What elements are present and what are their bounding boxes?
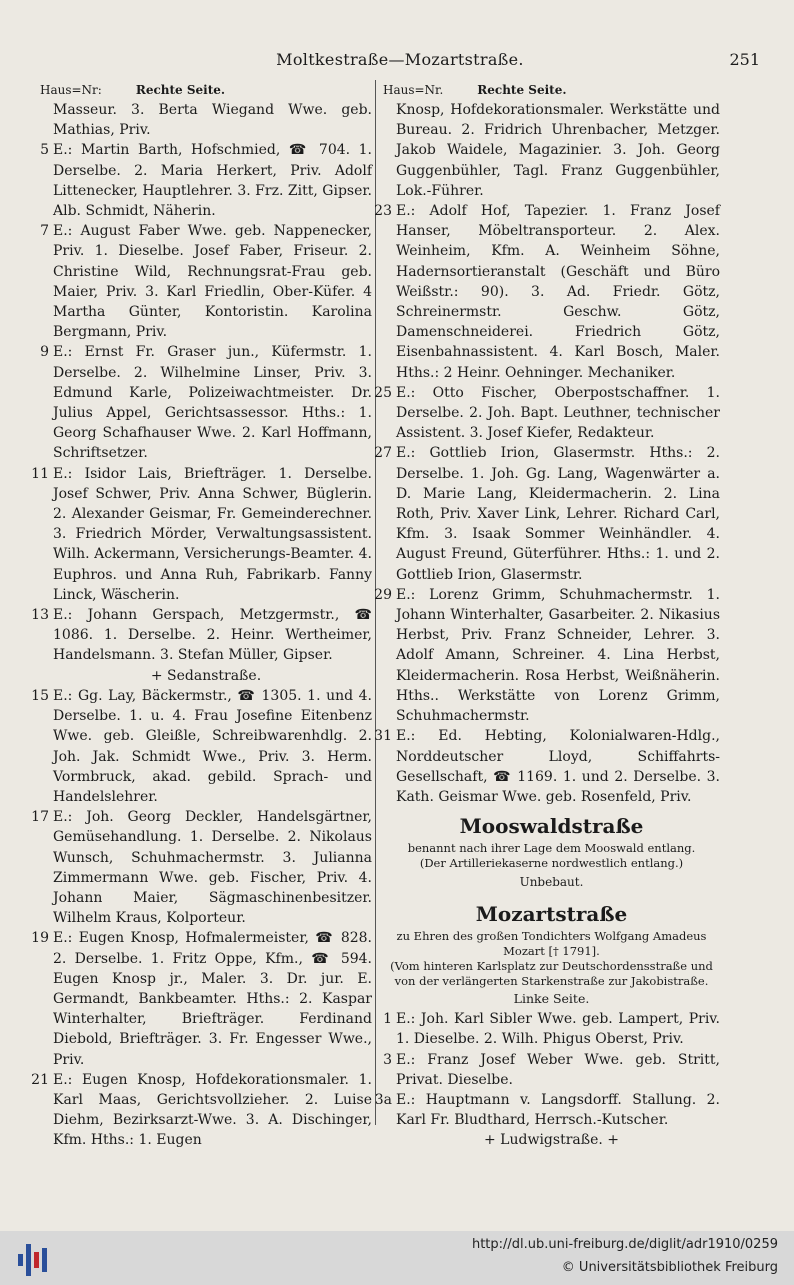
house-entry (31, 686, 372, 807)
right-column-header (383, 80, 720, 100)
house-number: 11 (31, 465, 49, 482)
entry-text: E.: Adolf Hof, Tapezier. 1. Franz Josef Hanser, Möbeltransporteur. 2. Alex. Weinheim, Kfm. A. Weinheim Söhne, Hadernsortieranstalt (Geschäft und Büro Weißstr.: 90). 3. Ad. Friedr. Götz, Schreinermstr. Geschw. Götz, Damenschneiderei. Friedrich Götz, Eisenbahnassistent. 4. Karl Bosch, Maler. Hths.: 2 Heinr. Oehninger. Mechaniker. (396, 203, 720, 381)
entry-text: Knosp, Hofdekorationsmaler. Werkstätte und Bureau. 2. Fridrich Uhrenbacher, Metzger. Jakob Waidele, Magazinier. 3. Joh. Georg Guggenbühler, Tagl. Franz Guggenbühler, Lok.-Führer. (396, 102, 720, 199)
entry-text: E.: Isidor Lais, Briefträger. 1. Derselbe. Josef Schwer, Priv. Anna Schwer, Büglerin. 2. Alexander Geismar, Fr. Gemeinderechner. 3. Friedrich Mörder, Verwaltungsassistent. Wilh. Ackermann, Versicherungs-Beamter. 4. Euphros. und Anna Ruh, Fabrikarb. Fanny Linck, Wäscherin. (53, 465, 372, 603)
house-number: 3 (383, 1051, 392, 1068)
house-number: 1 (383, 1011, 392, 1028)
street-subtitle: benannt nach ihrer Lage dem Mooswald entlang. (407, 841, 696, 856)
entry-text: E.: Lorenz Grimm, Schuhmachermstr. 1. Johann Winterhalter, Gasarbeiter. 2. Nikasius Herbst, Priv. Franz Schneider, Lehrer. 3. Adolf Amann, Schreiner. 4. Lina Herbst, Kleidermacherin. Rosa Herbst, Weißnäherin. Hths.. Werkstätte von Lorenz Grimm, Schuhmachermstr. (396, 586, 720, 725)
entry-text: E.: Eugen Knosp, Hofdekorationsmaler. 1. Karl Maas, Gerichtsvollzieher. 2. Luise Diehm, Bezirksarzt-Wwe. 3. A. Dischinger, Kfm. Hths.: 1. Eugen (53, 1071, 372, 1149)
house-entry (31, 807, 372, 928)
entry-text: E.: Hauptmann v. Langsdorff. Stallung. 2. Karl Fr. Bludthard, Herrsch.-Kutscher. (396, 1091, 720, 1129)
house-number: 21 (31, 1071, 49, 1088)
entry-continuation (383, 100, 720, 201)
house-number: 15 (31, 687, 49, 704)
street-title-mooswald: Mooswaldstraße (459, 814, 644, 839)
entry-text: E.: Martin Barth, Hofschmied, ☎ 704. 1. Derselbe. 2. Maria Herkert, Priv. Adolf Littenecker, Hauptlehrer. 3. Frz. Zitt, Gipser. Alb. Schmidt, Näherin. (53, 142, 372, 220)
street-status: Unbebaut. (519, 875, 584, 890)
entry-text: E.: Gottlieb Irion, Glasermstr. Hths.: 2. Derselbe. 1. Joh. Gg. Lang, Wagenwärter a. D. Marie Lang, Kleidermacherin. 2. Lina Roth, Priv. Xaver Link, Lehrer. Richard Carl, Kfm. 3. Isaak Sommer Weinhändler. 4. August Freund, Güterführer. Hths.: 1. und 2. Gottlieb Irion, Glasermstr. (396, 445, 720, 583)
side-label: Rechte Seite. (477, 83, 567, 97)
house-number: 3a (374, 1091, 392, 1108)
entry-text: E.: Ernst Fr. Graser jun., Küfermstr. 1. Derselbe. 2. Wilhelmine Linser, Priv. 3. Edmund Karle, Polizeiwachtmeister. Dr. Julius Appel, Gerichtsassessor. Hths.: 1. Georg Schafhauser Wwe. 2. Karl Hoffmann, Schriftsetzer. (53, 344, 372, 462)
house-number: 29 (374, 586, 392, 603)
house-entry (40, 221, 372, 342)
house-entry (31, 464, 372, 605)
entry-text: E.: Johann Gerspach, Metzgermstr., ☎ 1086. 1. Derselbe. 2. Heinr. Wertheimer, Handelsmann. 3. Stefan Müller, Gipser. (53, 607, 372, 664)
house-entry (40, 342, 372, 463)
entry-continuation (40, 100, 372, 140)
house-entry (31, 1070, 372, 1151)
entry-text: E.: Ed. Hebting, Kolonialwaren-Hdlg., Norddeutscher Lloyd, Schiffahrts-Gesellschaft, ☎ 1169. 1. und 2. Derselbe. 3. Kath. Geismar Wwe. geb. Rosenfeld, Priv. (396, 728, 720, 805)
house-entry (374, 383, 720, 444)
left-column-header (40, 80, 372, 100)
running-title: Moltkestraße—Mozartstraße. (276, 50, 524, 69)
entry-text: E.: August Faber Wwe. geb. Nappenecker, Priv. 1. Dieselbe. Josef Faber, Friseur. 2. Christine Wild, Rechnungsrat-Frau geb. Maier, Priv. 3. Karl Friedlin, Ober-Küfer. 4 Martha Günter, Kontoristin. Karolina Bergmann, Priv. (53, 223, 372, 341)
house-entry (374, 1090, 720, 1130)
house-number: 27 (374, 445, 392, 462)
house-number: 23 (374, 203, 392, 220)
house-number: 19 (31, 930, 49, 947)
entry-text: E.: Joh. Georg Deckler, Handelsgärtner, Gemüsehandlung. 1. Derselbe. 2. Nikolaus Wunsch, Schuhmachermstr. 3. Julianna Zimmermann Wwe. geb. Fischer, Priv. 4. Johann Maier, Sägmaschinenbesitzer. Wilhelm Kraus, Kolporteur. (53, 809, 372, 927)
entry-text: E.: Joh. Karl Sibler Wwe. geb. Lampert, Priv. 1. Dieselbe. 2. Wilh. Phigus Oberst, Priv. (396, 1011, 720, 1048)
house-number: 31 (374, 728, 392, 745)
house-number: 5 (40, 142, 49, 159)
house-number: 17 (31, 809, 49, 826)
house-entry (374, 585, 720, 726)
entry-text: E.: Gg. Lay, Bäckermstr., ☎ 1305. 1. und 4. Derselbe. 1. u. 4. Frau Josefine Eitenbenz Wwe. geb. Gleißle, Schreibwarenhdlg. 2. Joh. Jak. Schmidt Wwe., Priv. 3. Herm. Vormbruck, akad. gebild. Sprach- und Handelslehrer. (53, 687, 372, 805)
entry-text: E.: Franz Josef Weber Wwe. geb. Stritt, Privat. Dieselbe. (396, 1051, 720, 1088)
house-number: 9 (40, 344, 49, 361)
side-label: Linke Seite. (513, 991, 590, 1007)
house-number: 7 (40, 223, 49, 240)
house-entry (383, 1050, 720, 1090)
house-entry (40, 140, 372, 221)
page-header (40, 50, 760, 76)
page-number: 251 (729, 50, 760, 69)
house-entry (374, 443, 720, 584)
house-number-label: Haus=Nr. (383, 83, 444, 97)
house-number: 13 (31, 607, 49, 624)
cross-street-marker: + Sedanstraße. (150, 667, 262, 684)
house-number-label: Haus=Nr: (40, 83, 102, 97)
street-note: (Der Artilleriekaserne nordwestlich entlang.) (419, 856, 684, 871)
house-number: 25 (374, 384, 392, 401)
house-entry (31, 928, 372, 1069)
house-entry (31, 605, 372, 666)
entry-text: E.: Eugen Knosp, Hofmalermeister, ☎ 828. 2. Derselbe. 1. Fritz Oppe, Kfm., ☎ 594. Eugen Knosp jr., Maler. 3. Dr. jur. E. Germandt, Bankbeamter. Hths.: 2. Kaspar Winterhalter, Briefträger. Ferdinand Diebold, Briefträger. 3. Fr. Engesser Wwe., Priv. (53, 930, 372, 1068)
street-title-mozart: Mozartstraße (475, 902, 628, 927)
entry-text: E.: Otto Fischer, Oberpostschaffner. 1. Derselbe. 2. Joh. Bapt. Leuthner, technischer Assistent. 3. Josef Kiefer, Redakteur. (396, 384, 720, 442)
right-column (374, 80, 720, 1151)
right-entries (374, 100, 720, 807)
street-subtitle: zu Ehren des großen Tondichters Wolfgang Amadeus Mozart [† 1791]. (396, 929, 707, 959)
side-label: Rechte Seite. (135, 83, 226, 97)
entry-text: Masseur. 3. Berta Wiegand Wwe. geb. Mathias, Priv. (53, 102, 372, 139)
cross-street-marker: + Ludwigstraße. + (484, 1132, 619, 1149)
house-entry (374, 726, 720, 807)
library-logo-icon (16, 1240, 52, 1280)
mozart-entries (374, 1009, 720, 1150)
copyright-text: © Universitätsbibliothek Freiburg (561, 1260, 778, 1275)
source-url-link[interactable]: http://dl.ub.uni-freiburg.de/diglit/adr1910/0259 (471, 1237, 778, 1252)
left-column (31, 80, 372, 1151)
street-note: (Vom hinteren Karlsplatz zur Deutschordensstraße und von der verlängerten Starkenstraße zur Jakobistraße. (390, 959, 713, 989)
house-entry (374, 201, 720, 383)
left-entries (31, 100, 372, 1151)
footer-bar (0, 1231, 794, 1285)
house-entry (383, 1009, 720, 1049)
